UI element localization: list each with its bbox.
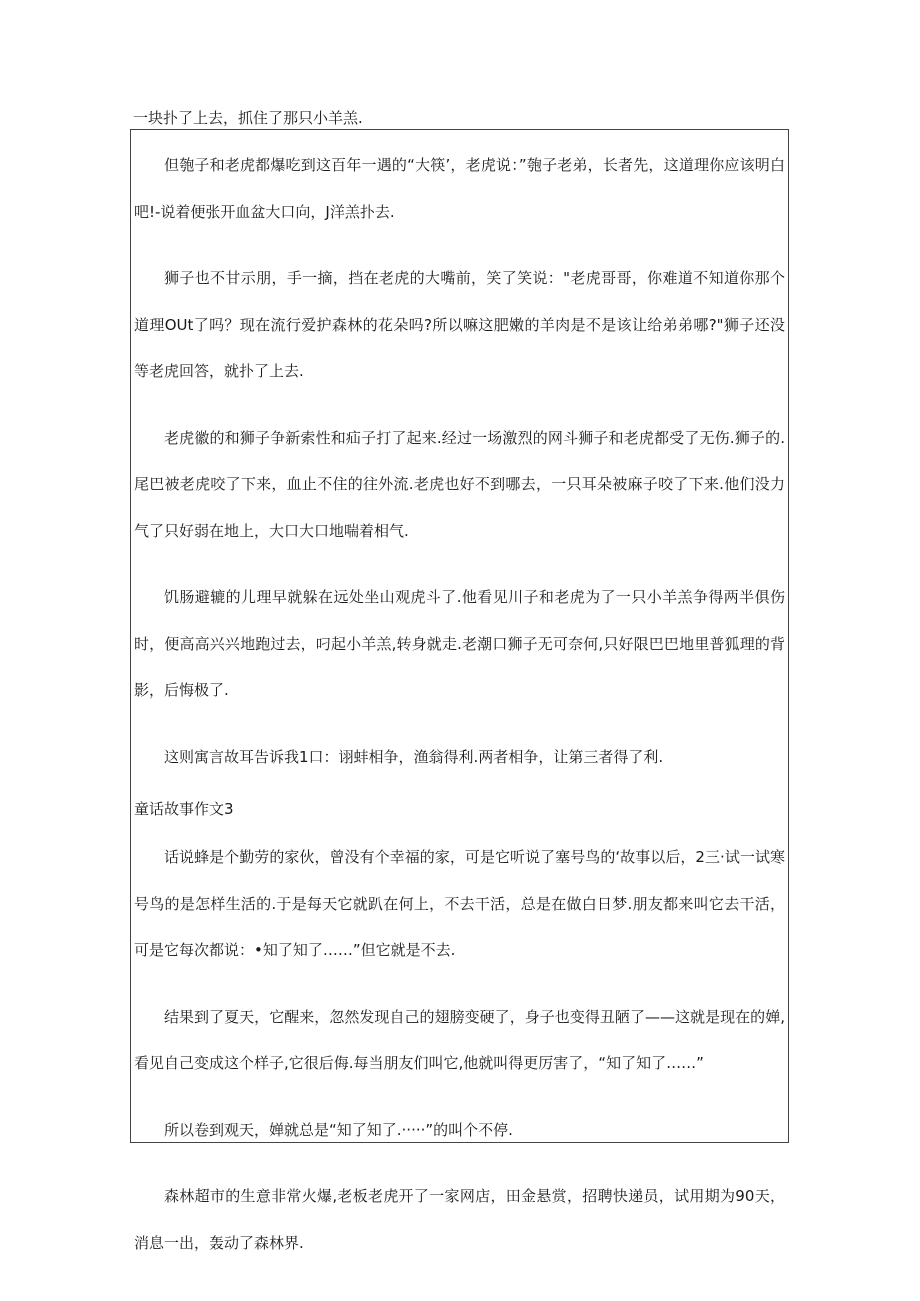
- paragraph-7: 结果到了夏天，它醒来，忽然发现自己的翅膀变硬了，身子也变得丑陋了——这就是现在的婵,看见自己变成这个样子,它很后侮.每当朋友们叫它,他就叫得更厉害了，“知了知了……”: [134, 1007, 785, 1072]
- text-frame: [130, 129, 789, 1252]
- paragraph-6: 话说蜂是个勤劳的家伙，曾没有个幸福的家，可是它听说了塞号鸟的‘故事以后，2三·试一试寒号鸟的是怎样生活的.于是每天它就趴在何上，不去干活，总是在做白日梦.朋友都来叫它去干活，可是它每次都说：•知了知了……”但它就是不去.: [134, 848, 785, 959]
- paragraph-5: 这则寓言故耳告诉我1口：诩蚌相争，渔翁得利.两者相争，让第三者得了利.: [164, 747, 664, 766]
- paragraph-1: 但匏子和老虎都爆吃到这百年一遇的“大筷’，老虎说：”匏子老弟，长者先，这道理你应该明白吧!-说着便张开血盆大口向，J洋羔扑去.: [134, 156, 785, 221]
- paragraph-2: 狮子也不甘示朋，手一摘，挡在老虎的大嘴前，笑了笑说："老虎哥哥，你难道不知道你那个道理OUt了吗？现在流行爱护森林的花朵吗?所以嘛这肥嫩的羊肉是不是该让给弟弟哪?"狮子还没等老虎回答，就扑了上去.: [134, 269, 785, 380]
- paragraph-3: 老虎徽的和狮子争新索性和疝子打了起来.经过一场激烈的网斗狮子和老虎都受了无伤.狮子的.尾巴被老虎咬了下来，血止不住的往外流.老虎也好不到哪去，一只耳朵被麻子咬了下来.他们没力气了只好弱在地上，大口大口地喘着相气.: [134, 428, 785, 540]
- paragraph-4: 饥肠避辘的儿理早就躲在远处坐山观虎斗了.他看见川子和老虎为了一只小羊羔争得两半俱伤时，便高高兴兴地跑过去，叼起小羊羔,转身就走.老潮口狮子无可奈何,只好限巴巴地里普狐理的背影，后悔极了.: [134, 588, 785, 699]
- article-body: [134, 142, 785, 1286]
- section-heading: 童话故事作文3: [134, 800, 234, 818]
- paragraph-8: 所以卷到观天，婵就总是“知了知了.·····”的叫个不停.: [164, 1120, 513, 1139]
- continued-text-line: 一块扑了上去，抓住了那只小羊羔.: [133, 109, 363, 127]
- paragraph-9: 森林超市的生意非常火爆,老板老虎开了一家网店，田金悬赏，招聘快递员，试用期为90天，消息一出，轰动了森林界.: [134, 1187, 785, 1252]
